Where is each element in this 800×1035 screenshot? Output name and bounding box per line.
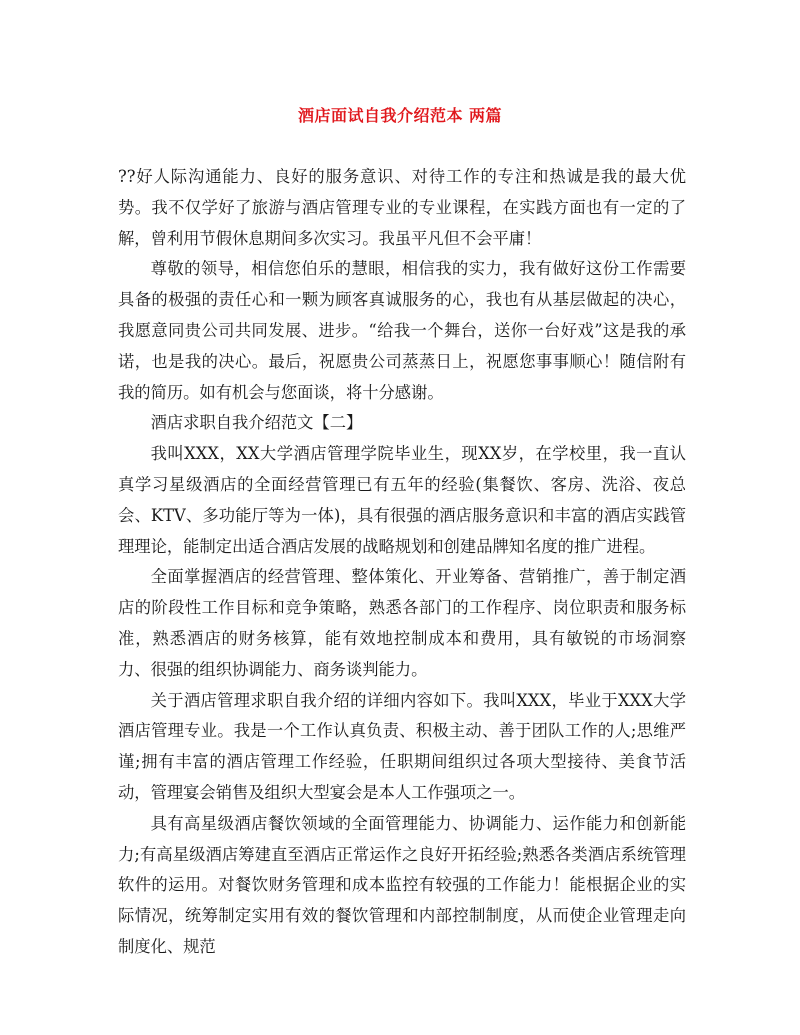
paragraph-3: 我叫XXX，XX大学酒店管理学院毕业生，现XX岁，在学校里，我一直认真学习星级酒店的全面经营管理已有五年的经验(集餐饮、客房、洗浴、夜总会、KTV、多功能厅等为一体)，具有很强的酒店服务意识和丰富的酒店实践管理理论，能制定出适合酒店发展的战略规划和创建品牌知名度的推广进程。 (118, 444, 686, 556)
paragraph-2: 尊敬的领导，相信您伯乐的慧眼，相信我的实力，我有做好这份工作需要具备的极强的责任心和一颗为顾客真诚服务的心，我也有从基层做起的决心，我愿意同贵公司共同发展、进步。“给我一个舞台，送你一台好戏”这是我的承诺，也是我的决心。最后，祝愿贵公司蒸蒸日上，祝愿您事事顺心！随信附有我的简历。如有机会与您面谈，将十分感谢。 (118, 259, 686, 402)
paragraph-5: 关于酒店管理求职自我介绍的详细内容如下。我叫XXX，毕业于XXX大学酒店管理专业。我是一个工作认真负责、积极主动、善于团队工作的人;思维严谨;拥有丰富的酒店管理工作经验，任职期间组织过各项大型接待、美食节活动，管理宴会销售及组织大型宴会是本人工作强项之一。 (118, 690, 686, 802)
paragraph-1: ??好人际沟通能力、良好的服务意识、对待工作的专注和热诚是我的最大优势。我不仅学好了旅游与酒店管理专业的专业课程，在实践方面也有一定的了解，曾利用节假休息期间多次实习。我虽平凡但不会平庸！ (118, 167, 686, 248)
document-title: 酒店面试自我介绍范本 两篇 (297, 106, 503, 125)
document-body (118, 162, 686, 963)
paragraph-4: 全面掌握酒店的经营管理、整体策化、开业筹备、营销推广，善于制定酒店的阶段性工作目标和竞争策略，熟悉各部门的工作程序、岗位职责和服务标准，熟悉酒店的财务核算，能有效地控制成本和费用，具有敏锐的市场洞察力、很强的组织协调能力、商务谈判能力。 (118, 567, 686, 679)
section-heading-two: 酒店求职自我介绍范文【二】 (150, 413, 363, 433)
paragraph-6: 具有高星级酒店餐饮领域的全面管理能力、协调能力、运作能力和创新能力;有高星级酒店筹建直至酒店正常运作之良好开拓经验;熟悉各类酒店系统管理软件的运用。对餐饮财务管理和成本监控有较强的工作能力！能根据企业的实际情况，统筹制定实用有效的餐饮管理和内部控制制度，从而使企业管理走向制度化、规范 (118, 813, 686, 956)
